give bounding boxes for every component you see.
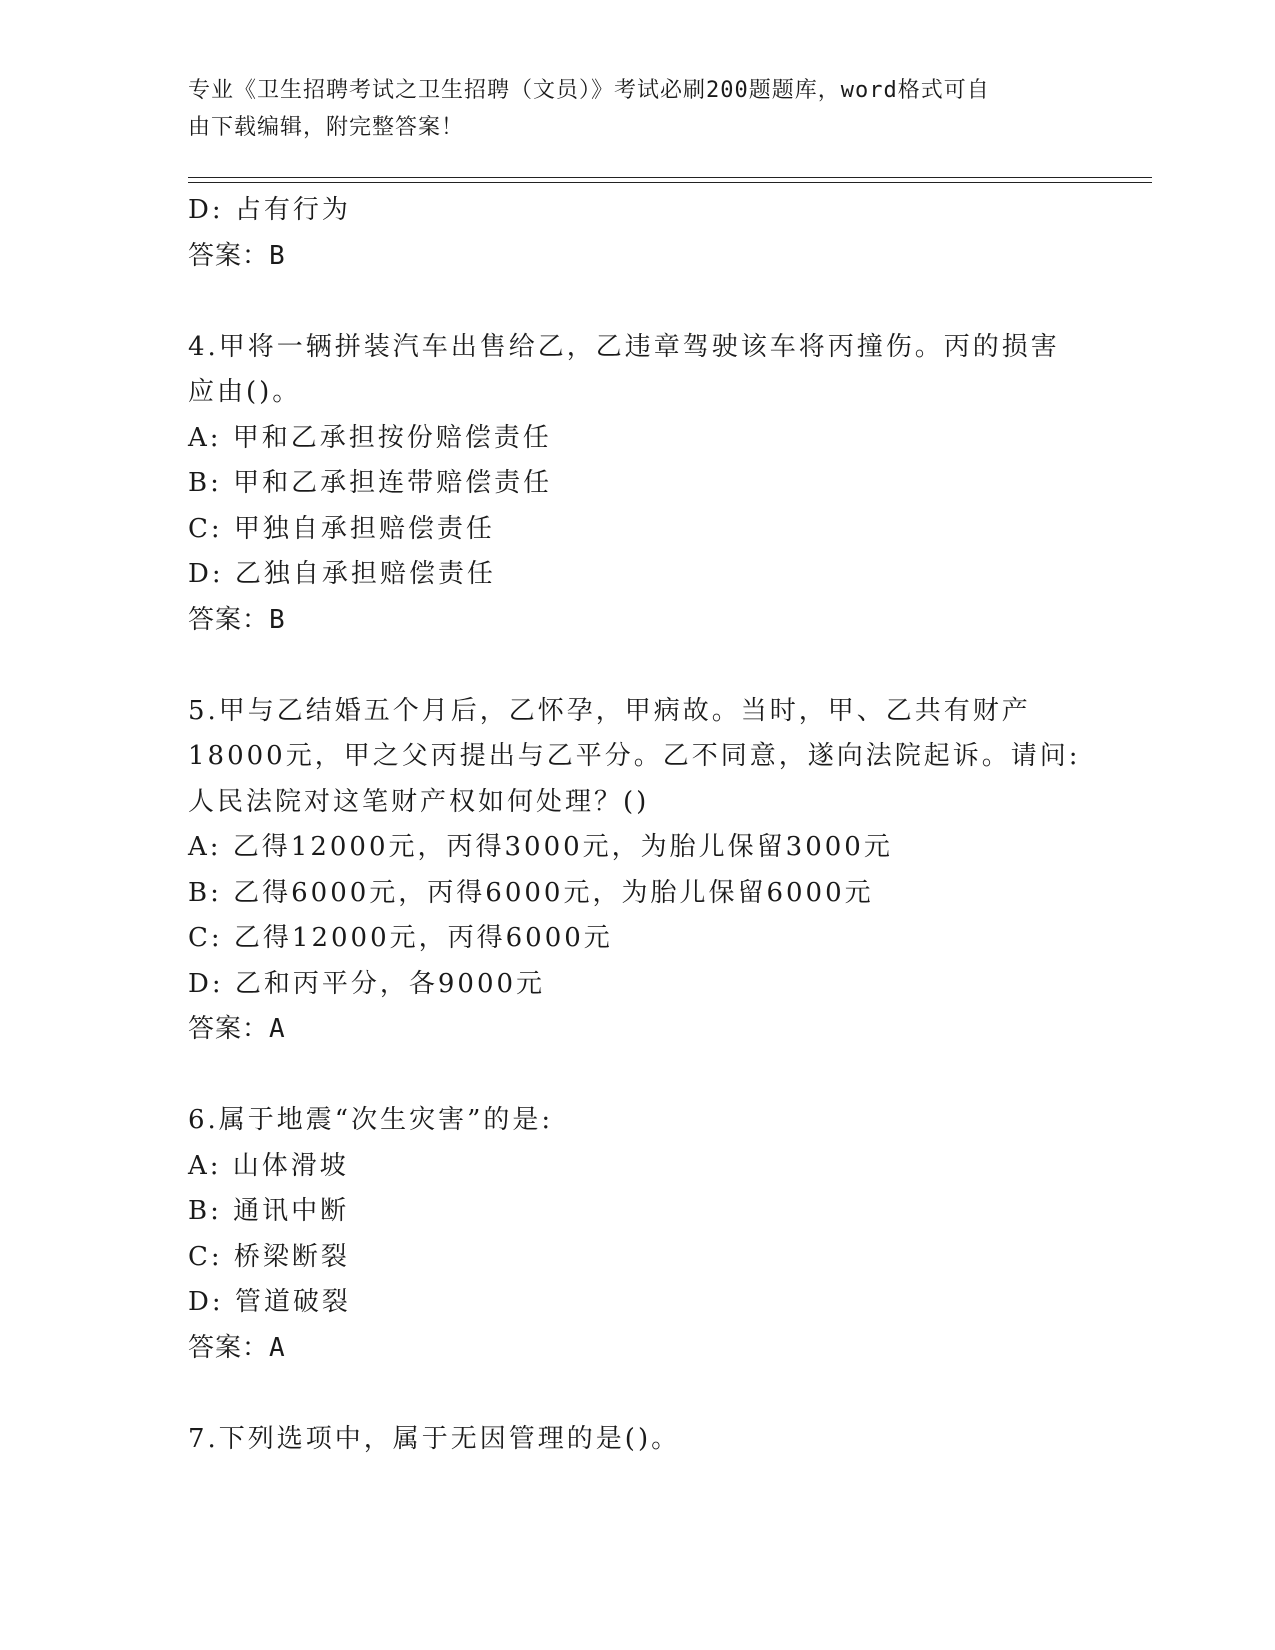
option-d: D: 管道破裂 <box>188 1287 351 1317</box>
option-c: C: 乙得12000元，丙得6000元 <box>188 923 613 953</box>
option-c: C: 桥梁断裂 <box>188 1241 350 1272</box>
option-b: B: 乙得6000元，丙得6000元，为胎儿保留6000元 <box>188 877 874 908</box>
question-3-tail <box>188 188 1088 279</box>
option-d: D: 乙独自承担赔偿责任 <box>188 559 496 589</box>
question-5 <box>188 689 1088 1053</box>
header-line-1: 专业《卫生招聘考试之卫生招聘（文员）》考试必刷200题题库，word格式可自 <box>188 78 990 103</box>
question-stem: 6.属于地震“次生灾害”的是: <box>188 1105 554 1135</box>
question-stem: 人民法院对这笔财产权如何处理？() <box>188 786 650 817</box>
question-stem: 应由()。 <box>188 377 302 407</box>
question-stem: 7.下列选项中，属于无因管理的是()。 <box>188 1423 681 1454</box>
question-stem: 5.甲与乙结婚五个月后，乙怀孕，甲病故。当时，甲、乙共有财产 <box>188 695 1031 726</box>
option-d: D: 占有行为 <box>188 195 351 225</box>
question-stem: 4.甲将一辆拼装汽车出售给乙，乙违章驾驶该车将丙撞伤。丙的损害 <box>188 331 1060 362</box>
header-divider-top <box>188 177 1152 178</box>
question-stem: 18000元，甲之父丙提出与乙平分。乙不同意，遂向法院起诉。请问: <box>188 741 1081 771</box>
question-6 <box>188 1098 1088 1371</box>
option-a: A: 山体滑坡 <box>188 1150 349 1181</box>
question-list <box>188 188 1088 1462</box>
option-b: B: 甲和乙承担连带赔偿责任 <box>188 468 553 498</box>
option-d: D: 乙和丙平分，各9000元 <box>188 968 546 999</box>
answer: 答案：A <box>188 1014 286 1044</box>
answer: 答案：B <box>188 240 286 271</box>
option-a: A: 乙得12000元，丙得3000元，为胎儿保留3000元 <box>188 832 893 862</box>
option-b: B: 通讯中断 <box>188 1196 350 1226</box>
option-a: A: 甲和乙承担按份赔偿责任 <box>188 422 552 453</box>
answer: 答案：B <box>188 604 286 635</box>
question-4 <box>188 325 1088 644</box>
option-c: C: 甲独自承担赔偿责任 <box>188 513 495 544</box>
question-7 <box>188 1417 1088 1463</box>
header-divider-bottom <box>188 182 1152 183</box>
header-line-2: 由下载编辑，附完整答案！ <box>188 115 465 140</box>
page-header <box>188 72 1078 146</box>
answer: 答案：A <box>188 1332 286 1363</box>
